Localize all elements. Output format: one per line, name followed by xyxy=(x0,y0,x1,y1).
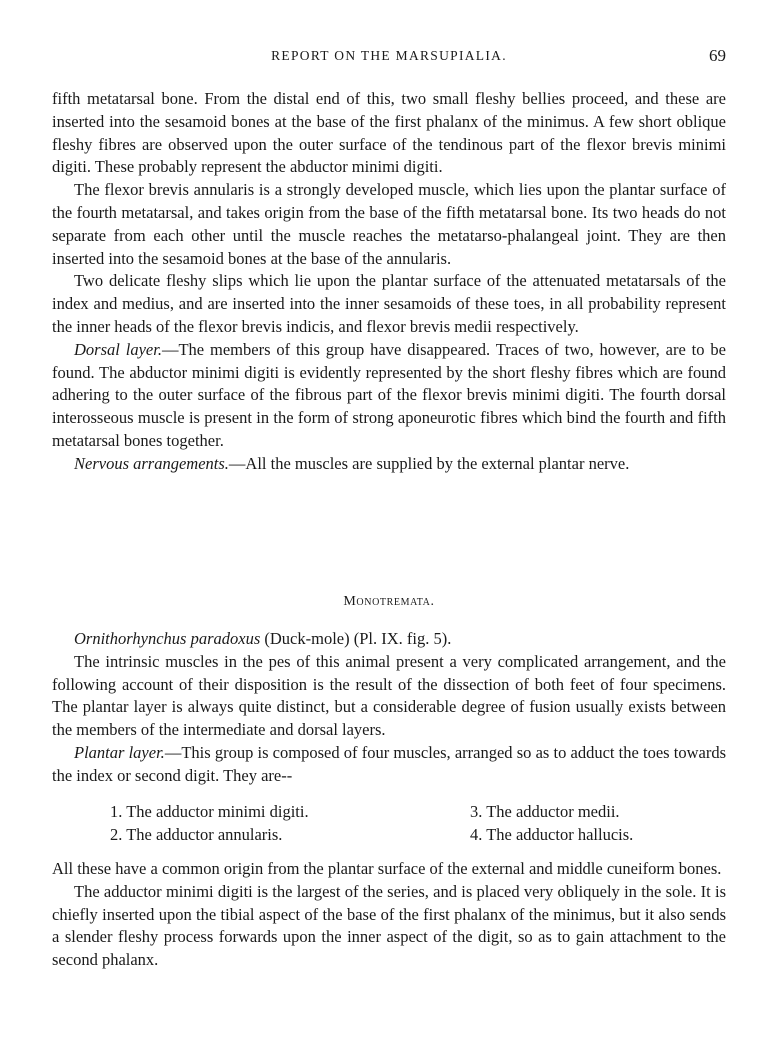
species-block xyxy=(52,628,726,788)
nervous-text: —All the muscles are supplied by the external plantar nerve. xyxy=(228,453,630,473)
nervous-label: Nervous arrangements. xyxy=(74,453,229,473)
running-title: REPORT ON THE MARSUPIALIA. xyxy=(271,48,507,63)
text-block-bottom xyxy=(52,858,726,972)
list-item: 2. The adductor annularis. xyxy=(110,825,283,844)
plantar-text: —This group is composed of four muscles, arranged so as to adduct the toes towards the index or second digit. They are-- xyxy=(52,742,727,785)
paragraph-adductor: The adductor minimi digiti is the largest of the series, and is placed very obliquely in the sole. It is chiefly inserted upon the tibial aspect of the base of the first phalanx of the minimus, but it also sends a slender fleshy process forwards upon the inner aspect of the digit, so as to gain attachment to the second phalanx. xyxy=(52,881,726,970)
text-block-top xyxy=(52,88,726,476)
dorsal-text: —The members of this group have disappeared. Traces of two, however, are to be found. The abductor minimi digiti is evidently represented by the short fleshy fibres which are found adhering to the outer surface of the fibrous part of the flexor brevis minimi digiti. The fourth dorsal interosseous muscle is present in the form of strong aponeurotic fibres which bind the fourth and fifth metatarsal bones together. xyxy=(52,339,726,450)
paragraph-plantar xyxy=(52,742,726,788)
species-rest: (Duck-mole) (Pl. IX. fig. 5). xyxy=(260,629,452,648)
page-number: 69 xyxy=(709,46,726,65)
paragraph-1: fifth metatarsal bone. From the distal end of this, two small fleshy bellies proceed, and these are inserted into the sesamoid bones at the base of the first phalanx of the minimus. A few short oblique fleshy fibres are observed upon the outer surface of the tendinous part of the flexor brevis minimi digiti. These probably represent the abductor minimi digiti. xyxy=(52,89,726,177)
running-head xyxy=(52,48,726,68)
list-item: 1. The adductor minimi digiti. xyxy=(110,802,309,821)
dorsal-label: Dorsal layer. xyxy=(74,339,162,359)
paragraph-dorsal xyxy=(52,339,726,453)
plantar-label: Plantar layer. xyxy=(74,742,165,762)
intro-paragraph: The intrinsic muscles in the pes of this animal present a very complicated arrangement, and the following account of their disposition is the result of the dissection of both feet of four specimens. The plantar layer is always quite distinct, but a considerable degree of fusion usually exists between the members of the intermediate and dorsal layers. xyxy=(52,651,726,740)
paragraph-3: Two delicate fleshy slips which lie upon the plantar surface of the attenuated metatarsals of the index and medius, and are inserted into the inner sesamoids of these toes, in all probability represent the inner heads of the flexor brevis indicis, and flexor brevis medii respectively. xyxy=(52,271,726,336)
species-heading xyxy=(52,628,726,651)
species-name: Ornithorhynchus paradoxus xyxy=(74,629,261,648)
paragraph-nervous xyxy=(52,453,726,476)
section-title: Monotremata. xyxy=(343,594,435,609)
list-item: 4. The adductor hallucis. xyxy=(470,825,634,844)
paragraph-origin: All these have a common origin from the plantar surface of the external and middle cuneiform bones. xyxy=(52,859,722,878)
list-item: 3. The adductor medii. xyxy=(470,802,620,821)
paragraph-2: The flexor brevis annularis is a strongly developed muscle, which lies upon the plantar surface of the fourth metatarsal, and takes origin from the base of the fifth metatarsal bone. Its two heads do not separate from each other until the muscle reaches the metatarso-phalangeal joint. They are then inserted into the sesamoid bones at the base of the annularis. xyxy=(52,180,726,268)
